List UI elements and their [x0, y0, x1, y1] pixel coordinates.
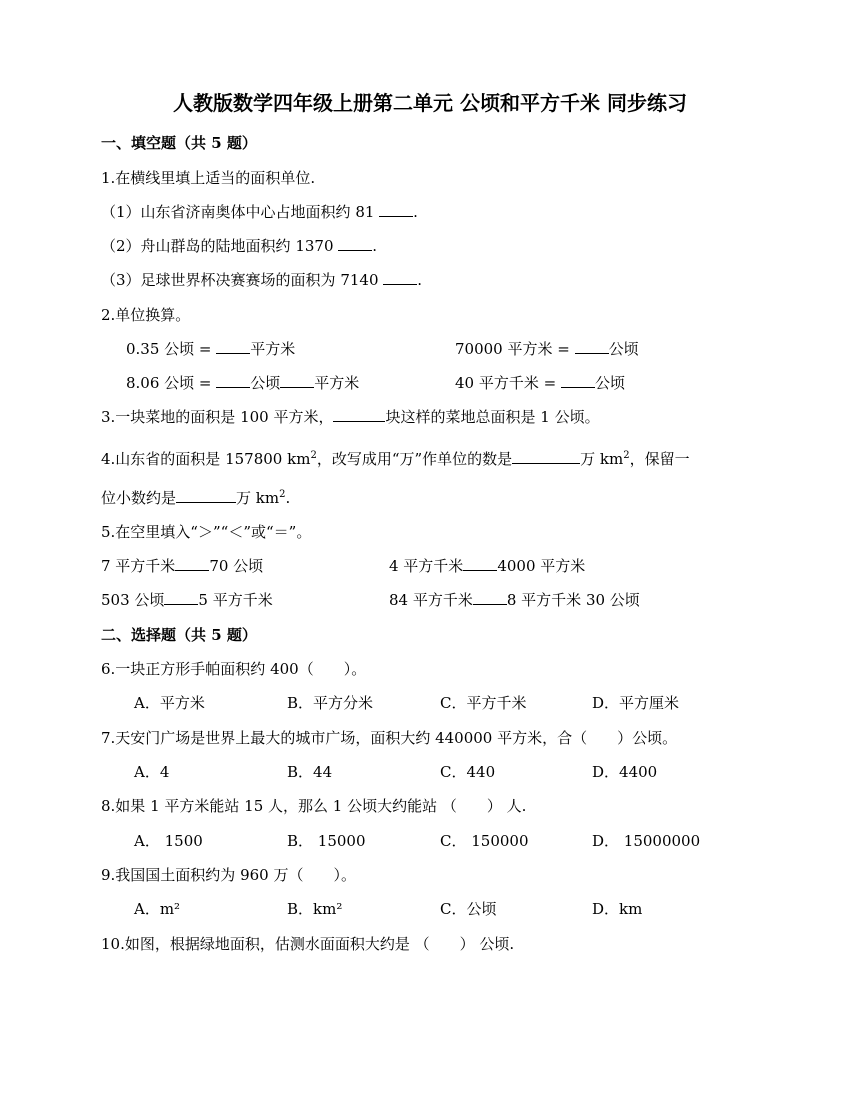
q6-stem: 6.一块正方形手帕面积约 400（ ）。 — [101, 660, 367, 678]
q2-c-mid: 公顷 — [250, 374, 281, 392]
q2-item-a — [126, 339, 295, 359]
q2-c-left: 8.06 公顷 = — [126, 374, 217, 392]
q5-b-left: 4 平方千米 — [389, 557, 464, 575]
q5-b-blank[interactable] — [463, 556, 497, 571]
q2-c-blank1[interactable] — [216, 373, 250, 388]
q4-part2: ，改写成用“万”作单位的数是 — [316, 450, 513, 468]
q2-d-right: 公顷 — [594, 374, 625, 392]
q4-line2a: 位小数约是 — [101, 489, 177, 507]
q2-b-blank[interactable] — [575, 339, 609, 354]
q2-b-right: 公顷 — [608, 340, 639, 358]
q8-stem: 8.如果 1 平方米能站 15 人，那么 1 公顷大约能站 （ ） 人. — [101, 797, 527, 815]
q2-d-left: 40 平方千米 = — [455, 374, 561, 392]
q5-d-left: 84 平方千米 — [389, 591, 473, 609]
q4-line2 — [101, 488, 290, 508]
q2-a-blank[interactable] — [216, 339, 250, 354]
q1-part2 — [101, 236, 377, 256]
q2-item-c — [126, 373, 359, 393]
q8-option-c[interactable]: C． 150000 — [440, 832, 529, 850]
q4-part3: 万 km — [580, 450, 624, 468]
q3-blank[interactable] — [333, 407, 385, 422]
q1-part2-text: （2）舟山群岛的陆地面积约 1370 — [101, 237, 339, 255]
section-choice-heading: 二、选择题（共 5 题） — [101, 626, 257, 644]
q2-a-left: 0.35 公顷 = — [126, 340, 217, 358]
q3-left: 3.一块菜地的面积是 100 平方米， — [101, 408, 334, 426]
q5-item-c — [101, 590, 273, 610]
q2-a-right: 平方米 — [250, 340, 296, 358]
q4-sup2: 2 — [623, 450, 630, 461]
q6-option-a[interactable]: A．平方米 — [134, 694, 205, 712]
q1-part3-text: （3）足球世界杯决赛赛场的面积为 7140 — [101, 271, 384, 289]
q3-right: 块这样的菜地总面积是 1 公顷。 — [385, 408, 600, 426]
q7-option-a[interactable]: A．4 — [134, 763, 170, 781]
q1-stem: 1.在横线里填上适当的面积单位. — [101, 169, 316, 187]
q8-option-d[interactable]: D． 15000000 — [592, 832, 701, 850]
q4-part4: ，保留一 — [629, 450, 690, 468]
q1-part2-end: . — [372, 237, 378, 255]
q4-sup3: 2 — [279, 489, 286, 500]
q1-part2-blank[interactable] — [338, 236, 372, 251]
q6-option-d[interactable]: D．平方厘米 — [592, 694, 680, 712]
q6-option-c[interactable]: C．平方千米 — [440, 694, 527, 712]
section-fill-blank-heading: 一、填空题（共 5 题） — [101, 134, 257, 152]
q1-part1-text: （1）山东省济南奥体中心占地面积约 81 — [101, 203, 380, 221]
q7-option-d[interactable]: D．4400 — [592, 763, 658, 781]
q5-a-blank[interactable] — [175, 556, 209, 571]
q9-option-d[interactable]: D．km — [592, 900, 643, 918]
q5-b-right: 4000 平方米 — [497, 557, 586, 575]
q1-part1-end: . — [413, 203, 418, 221]
q4-blank1[interactable] — [512, 449, 580, 464]
q4-part1: 4.山东省的面积是 157800 km — [101, 450, 311, 468]
q5-c-blank[interactable] — [164, 590, 198, 605]
q4-line1 — [101, 449, 690, 469]
q7-stem: 7.天安门广场是世界上最大的城市广场，面积大约 440000 平方米，合（ ）公顷。 — [101, 729, 678, 747]
q5-item-d — [389, 590, 640, 610]
q9-option-a[interactable]: A．m² — [134, 900, 181, 918]
q5-c-left: 503 公顷 — [101, 591, 165, 609]
q7-option-c[interactable]: C．440 — [440, 763, 496, 781]
q2-b-left: 70000 平方米 = — [455, 340, 575, 358]
q2-item-b — [455, 339, 639, 359]
q5-d-blank[interactable] — [473, 590, 507, 605]
q1-part3-blank[interactable] — [383, 270, 417, 285]
q2-c-blank2[interactable] — [280, 373, 314, 388]
q1-part1 — [101, 202, 418, 222]
q5-d-right: 8 平方千米 30 公顷 — [506, 591, 640, 609]
q1-part3 — [101, 270, 422, 290]
q8-option-a[interactable]: A． 1500 — [134, 832, 203, 850]
q1-part1-blank[interactable] — [379, 202, 413, 217]
q5-item-a — [101, 556, 263, 576]
q9-stem: 9.我国国土面积约为 960 万（ ）。 — [101, 866, 356, 884]
q1-part3-end: . — [417, 271, 423, 289]
q7-option-b[interactable]: B．44 — [287, 763, 333, 781]
q9-option-c[interactable]: C．公顷 — [440, 900, 497, 918]
q5-stem: 5.在空里填入“＞”“＜”或“＝”。 — [101, 523, 312, 541]
q5-a-right: 70 公顷 — [209, 557, 264, 575]
q2-c-right: 平方米 — [314, 374, 360, 392]
q4-line2b: 万 km — [236, 489, 280, 507]
q5-a-left: 7 平方千米 — [101, 557, 176, 575]
q2-d-blank[interactable] — [561, 373, 595, 388]
q5-c-right: 5 平方千米 — [198, 591, 273, 609]
page-title: 人教版数学四年级上册第二单元 公顷和平方千米 同步练习 — [173, 91, 687, 115]
q5-item-b — [389, 556, 585, 576]
q6-option-b[interactable]: B．平方分米 — [287, 694, 374, 712]
q4-blank2[interactable] — [176, 488, 236, 503]
q9-option-b[interactable]: B．km² — [287, 900, 343, 918]
q10-stem: 10.如图，根据绿地面积，估测水面面积大约是 （ ） 公顷. — [101, 935, 515, 953]
q3 — [101, 407, 600, 427]
q2-item-d — [455, 373, 625, 393]
q2-stem: 2.单位换算。 — [101, 306, 191, 324]
q4-sup1: 2 — [310, 450, 317, 461]
q4-line2c: . — [285, 489, 291, 507]
q8-option-b[interactable]: B． 15000 — [287, 832, 366, 850]
